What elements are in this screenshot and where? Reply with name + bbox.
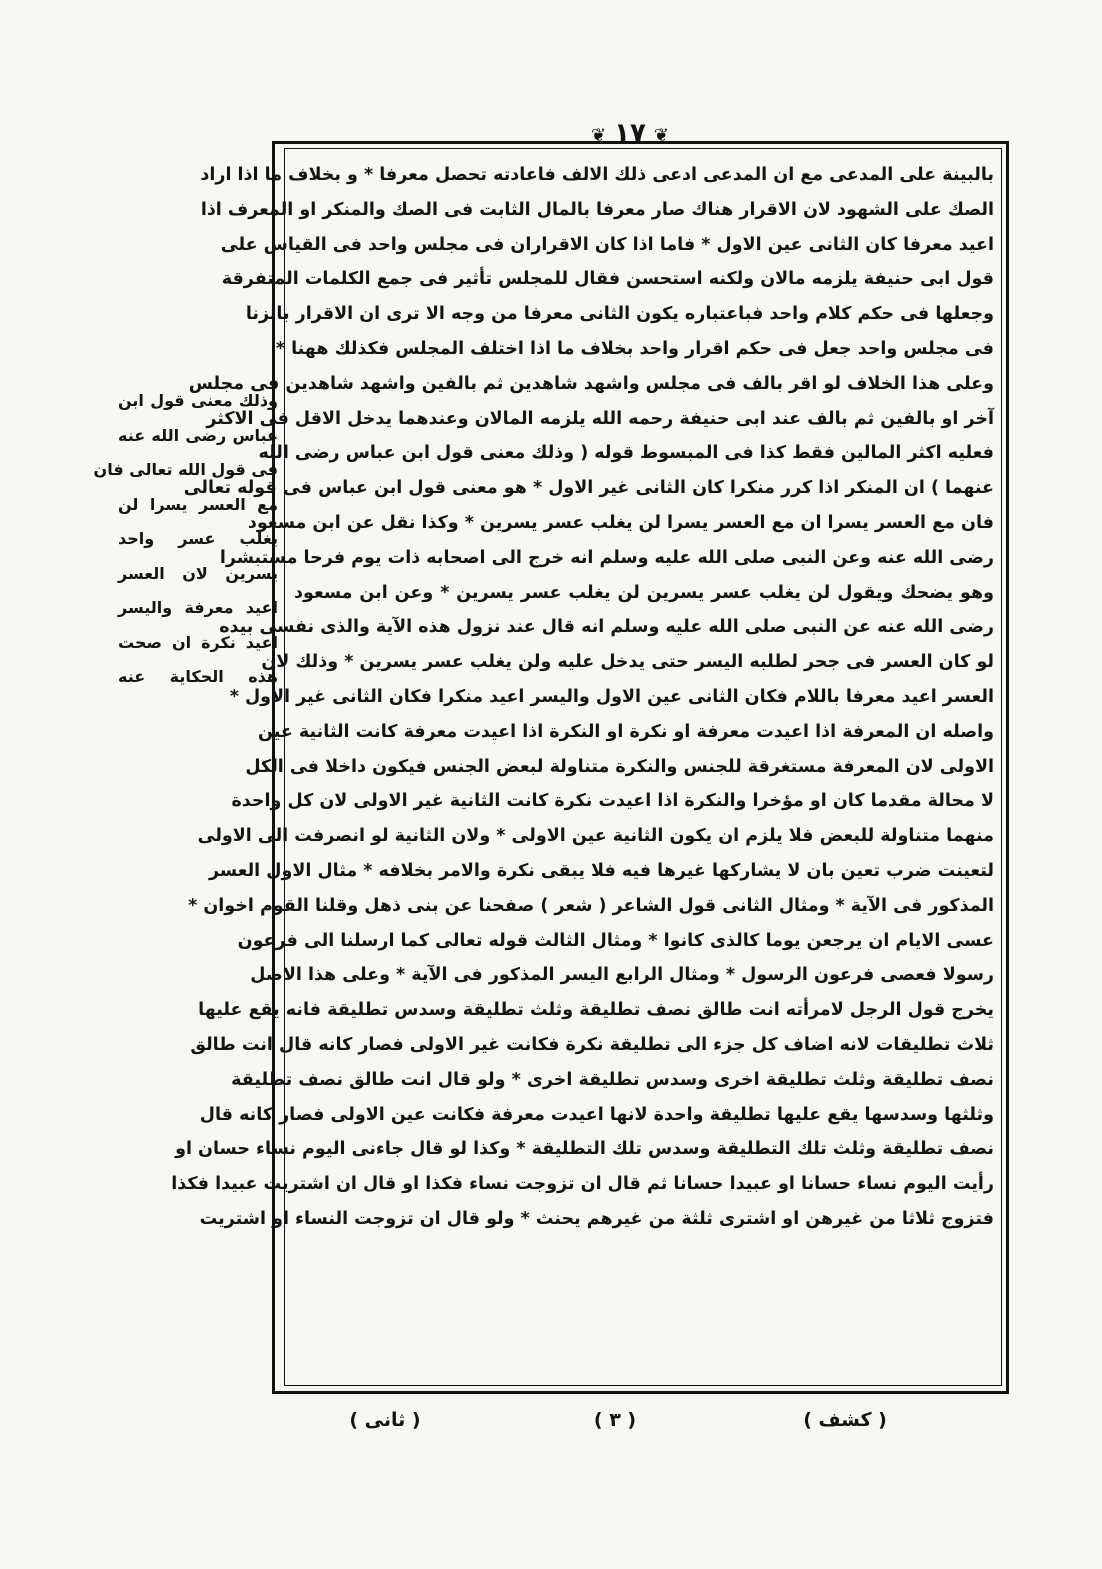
text-line: وثلثها وسدسها يقع عليها تطليقة واحدة لانها اعيدت معرفة فكانت عين الاولى فصار كانه قال <box>199 1104 994 1125</box>
text-line: لتعينت ضرب تعين بان لا يشاركها غيرها فيه فلا يبقى نكرة والامر بخلافه * مثال الاول العسر <box>209 860 994 881</box>
text-line: وجعلها فى حكم كلام واحد فباعتباره يكون الثانى معرفا من وجه الا ترى ان الاقرار بالزنا <box>245 304 994 325</box>
text-line: وعلى هذا الخلاف لو اقر بالف فى مجلس واشهد شاهدين ثم بالفين واشهد شاهدين فى مجلس <box>188 373 994 394</box>
text-line: يخرج قول الرجل لامرأته انت طالق نصف تطليقة وثلث تطليقة وسدس تطليقة فانه يقع عليها <box>198 1000 994 1021</box>
text-line: وهو يضحك ويقول لن يغلب عسر يسرين لن يغلب عسر يسرين * وعن ابن مسعود <box>294 582 994 603</box>
text-line: واصله ان المعرفة اذا اعيدت معرفة او نكرة او النكرة اذا اعيدت معرفة كانت الثانية عين <box>257 721 994 742</box>
margin-note-line: هذه الحكاية عنه <box>118 667 278 686</box>
text-line: رأيت اليوم نساء حسانا او عبيدا حسانا ثم قال ان تزوجت نساء فكذا او قال ان اشتريت عبيدا فكذا <box>171 1174 994 1195</box>
page-number-value: ١٧ <box>614 118 646 148</box>
text-line: لو كان العسر فى جحر لطلبه اليسر حتى يدخل عليه ولن يغلب عسر يسرين * وذلك لان <box>261 652 994 673</box>
text-line: فتزوج ثلاثا من غيرهن او اشترى ثلثة من غيرهم يحنث * ولو قال ان تزوجت النساء او اشتريت <box>199 1208 994 1229</box>
text-line: ثلاث تطليقات لانه اضاف كل جزء الى تطليقة نكرة فكانت غير الاولى فصار كانه قال انت طالق <box>190 1034 994 1055</box>
text-line: نصف تطليقة وثلث تطليقة اخرى وسدس تطليقة اخرى * ولو قال انت طالق نصف تطليقة <box>231 1069 994 1090</box>
text-line: لا محالة مقدما كان او مؤخرا والنكرة اذا اعيدت نكرة كانت الثانية غير الاولى لان كل واحدة <box>231 791 994 812</box>
text-line: قول ابى حنيفة يلزمه مالان ولكنه استحسن فقال للمجلس تأثير فى جمع الكلمات المتفرقة <box>221 269 994 290</box>
footer-signature-left: ( ثانى ) <box>349 1409 421 1431</box>
text-line: الصك على الشهود لان الاقرار هناك صار معرفا بالمال الثابت فى الصك والمنكر او المعرف اذا <box>200 199 994 220</box>
text-line: رسولا فعصى فرعون الرسول * ومثال الرابع اليسر المذكور فى الآية * وعلى هذا الاصل <box>250 965 994 986</box>
margin-note-line: يغلب عسر واحد <box>118 529 278 548</box>
text-line: المذكور فى الآية * ومثال الثانى قول الشاعر ( شعر ) صفحنا عن بنى ذهل وقلنا القوم اخوان * <box>188 895 994 916</box>
footer-signature-center: ( ٣ ) <box>593 1409 637 1431</box>
text-line: بالبينة على المدعى مع ان المدعى ادعى ذلك الالف فاعادته تحصل معرفا * و بخلاف ما اذا اراد <box>200 165 994 185</box>
margin-note-line: اعيد نكرة ان صحت <box>118 632 278 652</box>
text-line: فعليه اكثر المالين فقط كذا فى المبسوط قوله ( وذلك معنى قول ابن عباس رضى الله <box>258 443 994 464</box>
text-line: اعيد معرفا كان الثانى عين الاول * فاما اذا كان الاقراران فى مجلس واحد فى القياس على <box>220 234 994 255</box>
margin-note-line: وذلك معنى قول ابن <box>118 391 278 410</box>
text-line: العسر اعيد معرفا باللام فكان الثانى عين الاول واليسر اعيد منكرا فكان الثانى غير الاول * <box>229 686 994 707</box>
margin-note-line: اعيد معرفة واليسر <box>118 598 278 617</box>
text-line: رضى الله عنه وعن النبى صلى الله عليه وسلم انه خرج الى اصحابه ذات يوم فرحا مستبشرا <box>219 547 994 568</box>
margin-note <box>93 384 278 744</box>
margin-note-line: فى قول الله تعالى فان <box>93 460 278 479</box>
margin-note-line: مع العسر يسرا لن <box>118 494 278 514</box>
text-line: آخر او بالفين ثم بالف عند ابى حنيفة رحمه الله يلزمه المالان وعندهما يدخل الاقل فى الاكثر <box>206 408 994 429</box>
footer-signature-right: ( كشف ) <box>803 1409 887 1431</box>
text-line: عنهما ) ان المنكر اذا كرر منكرا كان الثانى غير الاول * هو معنى قول ابن عباس فى قوله تعالى <box>183 478 994 499</box>
text-line: فى مجلس واحد جعل فى حكم اقرار واحد بخلاف ما اذا اختلف المجلس فكذلك ههنا * <box>275 338 994 359</box>
text-line: نصف تطليقة وثلث تلك التطليقة وسدس تلك التطليقة * وكذا لو قال جاءنى اليوم نساء حسان او <box>175 1139 994 1160</box>
ornament-icon: ❦ <box>591 125 607 146</box>
text-line: فان مع العسر يسرا ان مع العسر يسرا لن يغلب عسر يسرين * وكذا نقل عن ابن مسعود <box>247 512 994 533</box>
margin-note-line: يسرين لان العسر <box>118 563 278 583</box>
ornament-icon: ❦ <box>653 125 669 146</box>
text-line: منهما متناولة للبعض فلا يلزم ان يكون الثانية عين الاولى * ولان الثانية لو انصرفت الى الاولى <box>197 826 994 847</box>
text-line: عسى الايام ان يرجعن يوما كالذى كانوا * ومثال الثالث قوله تعالى كما ارسلنا الى فرعون <box>237 930 994 951</box>
text-line: الاولى لان المعرفة مستغرقة للجنس والنكرة متناولة لبعض الجنس فيكون داخلا فى الكل <box>245 756 994 777</box>
text-line: رضى الله عنه عن النبى صلى الله عليه وسلم انه قال عند نزول هذه الآية والذى نفسى بيده <box>219 617 994 638</box>
margin-note-line: عباس رضى الله عنه <box>118 425 278 445</box>
